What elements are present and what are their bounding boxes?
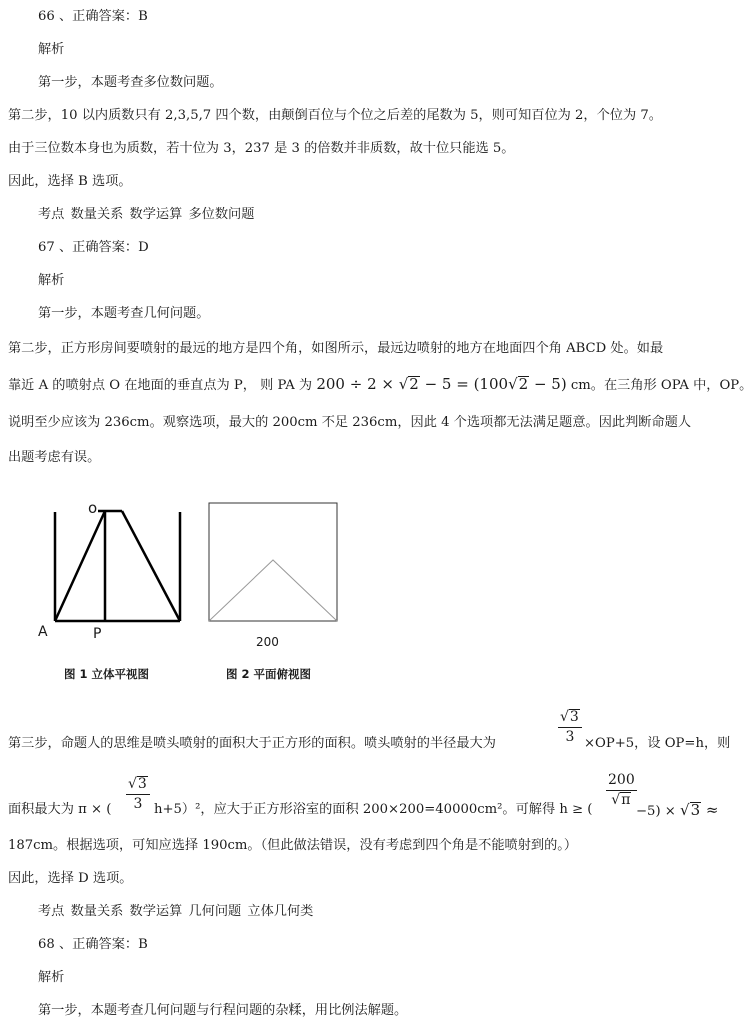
sqrt-3-a: 3 [569, 709, 579, 725]
q67-step2-d: 出题考虑有误。 [8, 450, 101, 465]
frac-num-b: √3 [126, 776, 150, 795]
sqrt-3-b: 3 [137, 776, 147, 792]
q67-step2-a: 第二步，正方形房间要喷射的最远的地方是四个角，如图所示，最远边喷射的地方在地面四个角 ABCD 处。如最 [8, 341, 664, 356]
sqrt-2-b: 2 [518, 375, 529, 393]
fraction-200-over-sqrt-pi [606, 772, 637, 809]
sqrt-2-a: 2 [409, 375, 419, 393]
q67-step3-b-mid-a: h+5） [154, 802, 196, 817]
q67-step3-c: 187cm。根据选项，可知应选择 190cm。（但此做法错误，没有考虑到四个角是不能喷射到的。） [8, 838, 578, 853]
q67-conclusion: 因此，选择 D 选项。 [8, 871, 133, 886]
fig1-label-p: P [93, 626, 102, 642]
figure-1-side-view [38, 500, 188, 630]
q67-step3-a-text: 第三步，命题人的思维是喷头喷射的面积大于正方形的面积。喷头喷射的半径最大为 [8, 736, 496, 751]
fraction-sqrt3-over-3-a [558, 709, 582, 746]
q67-step3-b-mid-b: ²，应大于正方形浴室的面积 200×200=40000cm²。可解得 h ≥ ( [195, 802, 593, 817]
q68-analysis-label: 解析 [38, 970, 65, 985]
pa-formula-c: − 5) [529, 375, 567, 393]
frac-den-pi: √π [611, 792, 631, 808]
fig1-label-o: o [88, 499, 98, 517]
q68-answer: 68 、正确答案：B [38, 937, 148, 952]
pa-formula-a: 200 ÷ 2 × [316, 375, 399, 393]
q67-answer: 67 、正确答案：D [38, 240, 149, 255]
frac-num-a: √3 [558, 709, 582, 728]
sqrt-pi: π [621, 792, 631, 808]
q67-step3-a [8, 735, 496, 753]
frac-den-a: 3 [565, 729, 575, 745]
fraction-sqrt3-over-3-b [126, 776, 150, 813]
q67-analysis-label: 解析 [38, 273, 65, 288]
q67-step2-b-text: 靠近 A 的喷射点 O 在地面的垂直点为 P， 则 PA 为 [8, 378, 313, 393]
q68-step1: 第一步，本题考查几何问题与行程问题的杂糅，用比例法解题。 [38, 1003, 408, 1018]
q67-step3-b-end-a: −5) × [636, 804, 681, 819]
q66-knowledge-point: 考点 数量关系 数学运算 多位数问题 [38, 207, 255, 222]
q67-step3-b-end [636, 801, 718, 821]
q67-step2-c: 说明至少应该为 236cm。观察选项，最大的 200cm 不足 236cm，因此 4 个选项都无法满足题意。因此判断命题人 [8, 415, 692, 430]
q67-step1: 第一步，本题考查几何问题。 [38, 306, 210, 321]
q67-step3-a-tail: ×OP+5，设 OP=h，则 [584, 736, 731, 751]
sqrt-3-tail: √3 [680, 801, 701, 819]
sqrt-3-tail-val: 3 [690, 801, 701, 819]
fig1-caption: 图 1 立体平视图 [64, 667, 150, 681]
q66-answer: 66 、正确答案：B [38, 9, 148, 24]
q67-step3-b-mid [154, 801, 592, 819]
q66-step1: 第一步，本题考查多位数问题。 [38, 75, 223, 90]
q67-step2-b [8, 375, 752, 395]
q66-step2: 第二步，10 以内质数只有 2,3,5,7 四个数，由颠倒百位与个位之后差的尾数为 5，则可知百位为 2，个位为 7。 [8, 108, 662, 123]
pa-formula-b: − 5 = (100 [419, 375, 509, 393]
frac-num-200: 200 [606, 772, 637, 791]
q66-analysis-label: 解析 [38, 42, 65, 57]
frac-den-b: 3 [133, 796, 143, 812]
fig2-caption: 图 2 平面俯视图 [226, 667, 312, 681]
fig1-label-a: A [38, 624, 48, 640]
q66-step2b: 由于三位数本身也为质数，若十位为 3，237 是 3 的倍数并非质数，故十位只能选 5。 [8, 141, 515, 156]
figure-2-top-view [208, 502, 340, 624]
q67-step3-b-start: 面积最大为 π × ( [8, 802, 112, 817]
approx-sign: ≈ [701, 801, 719, 819]
pa-formula: 200 ÷ 2 × √2 − 5 = (100√2 − 5) [316, 375, 567, 393]
q66-conclusion: 因此，选择 B 选项。 [8, 174, 132, 189]
fig2-value: 200 [256, 635, 279, 649]
q67-knowledge-point: 考点 数量关系 数学运算 几何问题 立体几何类 [38, 904, 314, 919]
q67-step2-b-tail: cm。在三角形 OPA 中，OP。 [570, 378, 752, 393]
